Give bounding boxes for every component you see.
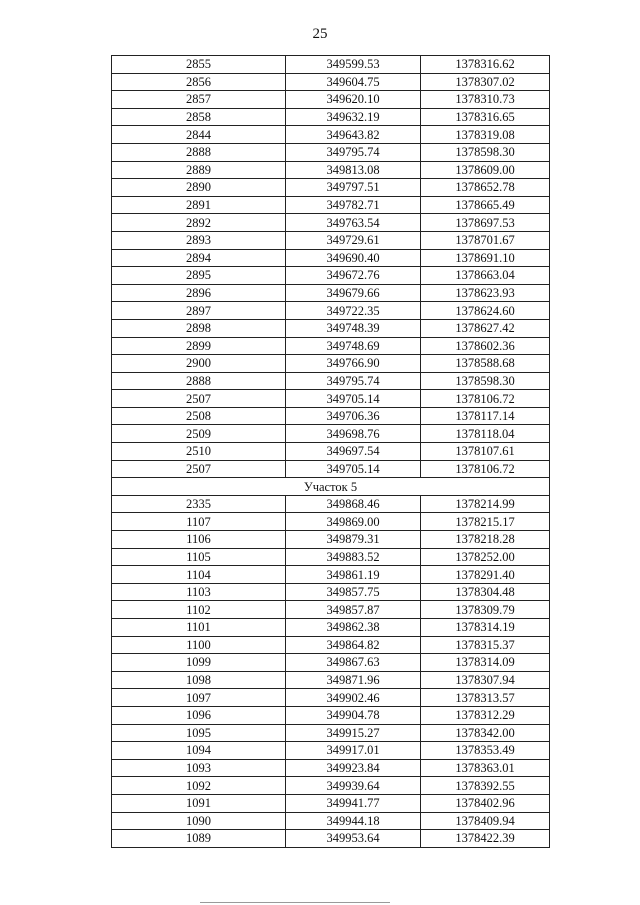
table-row <box>112 390 550 408</box>
x-coordinate-cell: 349705.14 <box>286 390 421 408</box>
y-coordinate-cell: 1378316.62 <box>421 56 550 74</box>
table-row <box>112 601 550 619</box>
y-coordinate-cell: 1378609.00 <box>421 161 550 179</box>
table-row <box>112 108 550 126</box>
x-coordinate-cell: 349868.46 <box>286 495 421 513</box>
table-row <box>112 73 550 91</box>
table-row <box>112 742 550 760</box>
x-coordinate-cell: 349871.96 <box>286 671 421 689</box>
point-number-cell: 1103 <box>112 583 286 601</box>
y-coordinate-cell: 1378313.57 <box>421 689 550 707</box>
point-number-cell: 1104 <box>112 566 286 584</box>
point-number-cell: 1090 <box>112 812 286 830</box>
y-coordinate-cell: 1378106.72 <box>421 390 550 408</box>
point-number-cell: 1101 <box>112 619 286 637</box>
x-coordinate-cell: 349857.75 <box>286 583 421 601</box>
table-row <box>112 654 550 672</box>
y-coordinate-cell: 1378304.48 <box>421 583 550 601</box>
x-coordinate-cell: 349915.27 <box>286 724 421 742</box>
x-coordinate-cell: 349864.82 <box>286 636 421 654</box>
point-number-cell: 2844 <box>112 126 286 144</box>
y-coordinate-cell: 1378363.01 <box>421 759 550 777</box>
y-coordinate-cell: 1378402.96 <box>421 794 550 812</box>
y-coordinate-cell: 1378353.49 <box>421 742 550 760</box>
x-coordinate-cell: 349748.69 <box>286 337 421 355</box>
point-number-cell: 2335 <box>112 495 286 513</box>
table-row <box>112 284 550 302</box>
y-coordinate-cell: 1378665.49 <box>421 196 550 214</box>
x-coordinate-cell: 349672.76 <box>286 267 421 285</box>
y-coordinate-cell: 1378118.04 <box>421 425 550 443</box>
y-coordinate-cell: 1378314.09 <box>421 654 550 672</box>
point-number-cell: 2856 <box>112 73 286 91</box>
table-row <box>112 566 550 584</box>
y-coordinate-cell: 1378652.78 <box>421 179 550 197</box>
x-coordinate-cell: 349879.31 <box>286 531 421 549</box>
point-number-cell: 2897 <box>112 302 286 320</box>
point-number-cell: 1107 <box>112 513 286 531</box>
x-coordinate-cell: 349722.35 <box>286 302 421 320</box>
y-coordinate-cell: 1378627.42 <box>421 319 550 337</box>
table-row <box>112 706 550 724</box>
point-number-cell: 1091 <box>112 794 286 812</box>
scan-mark <box>200 902 390 903</box>
x-coordinate-cell: 349941.77 <box>286 794 421 812</box>
y-coordinate-cell: 1378218.28 <box>421 531 550 549</box>
table-row <box>112 355 550 373</box>
table-row <box>112 91 550 109</box>
point-number-cell: 2896 <box>112 284 286 302</box>
x-coordinate-cell: 349766.90 <box>286 355 421 373</box>
y-coordinate-cell: 1378307.94 <box>421 671 550 689</box>
table-row <box>112 812 550 830</box>
y-coordinate-cell: 1378392.55 <box>421 777 550 795</box>
point-number-cell: 2509 <box>112 425 286 443</box>
x-coordinate-cell: 349904.78 <box>286 706 421 724</box>
y-coordinate-cell: 1378291.40 <box>421 566 550 584</box>
table-row <box>112 143 550 161</box>
table-row <box>112 830 550 848</box>
x-coordinate-cell: 349632.19 <box>286 108 421 126</box>
point-number-cell: 1100 <box>112 636 286 654</box>
point-number-cell: 2507 <box>112 460 286 478</box>
point-number-cell: 1095 <box>112 724 286 742</box>
y-coordinate-cell: 1378697.53 <box>421 214 550 232</box>
point-number-cell: 2890 <box>112 179 286 197</box>
table-row <box>112 267 550 285</box>
point-number-cell: 2858 <box>112 108 286 126</box>
y-coordinate-cell: 1378312.29 <box>421 706 550 724</box>
y-coordinate-cell: 1378314.19 <box>421 619 550 637</box>
table-row <box>112 619 550 637</box>
point-number-cell: 2894 <box>112 249 286 267</box>
point-number-cell: 2888 <box>112 143 286 161</box>
x-coordinate-cell: 349748.39 <box>286 319 421 337</box>
table-row <box>112 794 550 812</box>
table-row <box>112 302 550 320</box>
y-coordinate-cell: 1378663.04 <box>421 267 550 285</box>
table-row <box>112 214 550 232</box>
x-coordinate-cell: 349697.54 <box>286 443 421 461</box>
point-number-cell: 1099 <box>112 654 286 672</box>
y-coordinate-cell: 1378624.60 <box>421 302 550 320</box>
table-row <box>112 196 550 214</box>
x-coordinate-cell: 349679.66 <box>286 284 421 302</box>
y-coordinate-cell: 1378691.10 <box>421 249 550 267</box>
y-coordinate-cell: 1378310.73 <box>421 91 550 109</box>
point-number-cell: 1105 <box>112 548 286 566</box>
x-coordinate-cell: 349795.74 <box>286 143 421 161</box>
y-coordinate-cell: 1378316.65 <box>421 108 550 126</box>
y-coordinate-cell: 1378598.30 <box>421 372 550 390</box>
point-number-cell: 2895 <box>112 267 286 285</box>
point-number-cell: 2900 <box>112 355 286 373</box>
y-coordinate-cell: 1378107.61 <box>421 443 550 461</box>
x-coordinate-cell: 349620.10 <box>286 91 421 109</box>
y-coordinate-cell: 1378252.00 <box>421 548 550 566</box>
y-coordinate-cell: 1378588.68 <box>421 355 550 373</box>
y-coordinate-cell: 1378342.00 <box>421 724 550 742</box>
y-coordinate-cell: 1378602.36 <box>421 337 550 355</box>
x-coordinate-cell: 349861.19 <box>286 566 421 584</box>
point-number-cell: 2892 <box>112 214 286 232</box>
y-coordinate-cell: 1378409.94 <box>421 812 550 830</box>
table-row <box>112 531 550 549</box>
x-coordinate-cell: 349643.82 <box>286 126 421 144</box>
section-title: Участок 5 <box>112 478 550 496</box>
point-number-cell: 1097 <box>112 689 286 707</box>
point-number-cell: 2889 <box>112 161 286 179</box>
y-coordinate-cell: 1378307.02 <box>421 73 550 91</box>
table-row <box>112 495 550 513</box>
table-row <box>112 407 550 425</box>
x-coordinate-cell: 349795.74 <box>286 372 421 390</box>
coordinates-table-body <box>112 56 550 848</box>
table-row <box>112 161 550 179</box>
x-coordinate-cell: 349857.87 <box>286 601 421 619</box>
y-coordinate-cell: 1378117.14 <box>421 407 550 425</box>
y-coordinate-cell: 1378214.99 <box>421 495 550 513</box>
x-coordinate-cell: 349902.46 <box>286 689 421 707</box>
point-number-cell: 2510 <box>112 443 286 461</box>
x-coordinate-cell: 349604.75 <box>286 73 421 91</box>
y-coordinate-cell: 1378319.08 <box>421 126 550 144</box>
table-row <box>112 337 550 355</box>
table-row <box>112 583 550 601</box>
x-coordinate-cell: 349939.64 <box>286 777 421 795</box>
y-coordinate-cell: 1378315.37 <box>421 636 550 654</box>
table-row <box>112 689 550 707</box>
y-coordinate-cell: 1378215.17 <box>421 513 550 531</box>
point-number-cell: 1092 <box>112 777 286 795</box>
x-coordinate-cell: 349782.71 <box>286 196 421 214</box>
x-coordinate-cell: 349883.52 <box>286 548 421 566</box>
table-row <box>112 548 550 566</box>
point-number-cell: 2899 <box>112 337 286 355</box>
x-coordinate-cell: 349729.61 <box>286 231 421 249</box>
x-coordinate-cell: 349797.51 <box>286 179 421 197</box>
x-coordinate-cell: 349862.38 <box>286 619 421 637</box>
x-coordinate-cell: 349867.63 <box>286 654 421 672</box>
point-number-cell: 1089 <box>112 830 286 848</box>
point-number-cell: 2898 <box>112 319 286 337</box>
x-coordinate-cell: 349705.14 <box>286 460 421 478</box>
y-coordinate-cell: 1378598.30 <box>421 143 550 161</box>
y-coordinate-cell: 1378106.72 <box>421 460 550 478</box>
x-coordinate-cell: 349599.53 <box>286 56 421 74</box>
x-coordinate-cell: 349923.84 <box>286 759 421 777</box>
table-row <box>112 724 550 742</box>
x-coordinate-cell: 349763.54 <box>286 214 421 232</box>
coordinates-table <box>111 55 550 848</box>
table-row <box>112 179 550 197</box>
table-row <box>112 671 550 689</box>
point-number-cell: 2855 <box>112 56 286 74</box>
table-row <box>112 513 550 531</box>
point-number-cell: 2888 <box>112 372 286 390</box>
point-number-cell: 1093 <box>112 759 286 777</box>
point-number-cell: 1098 <box>112 671 286 689</box>
x-coordinate-cell: 349813.08 <box>286 161 421 179</box>
point-number-cell: 1102 <box>112 601 286 619</box>
table-row <box>112 372 550 390</box>
x-coordinate-cell: 349917.01 <box>286 742 421 760</box>
x-coordinate-cell: 349953.64 <box>286 830 421 848</box>
point-number-cell: 2508 <box>112 407 286 425</box>
y-coordinate-cell: 1378422.39 <box>421 830 550 848</box>
table-row <box>112 443 550 461</box>
point-number-cell: 2857 <box>112 91 286 109</box>
y-coordinate-cell: 1378623.93 <box>421 284 550 302</box>
x-coordinate-cell: 349944.18 <box>286 812 421 830</box>
table-row <box>112 126 550 144</box>
table-row <box>112 231 550 249</box>
point-number-cell: 1106 <box>112 531 286 549</box>
table-row <box>112 777 550 795</box>
table-row <box>112 319 550 337</box>
table-row <box>112 425 550 443</box>
point-number-cell: 2507 <box>112 390 286 408</box>
x-coordinate-cell: 349706.36 <box>286 407 421 425</box>
table-row <box>112 56 550 74</box>
y-coordinate-cell: 1378309.79 <box>421 601 550 619</box>
table-row <box>112 460 550 478</box>
section-row <box>112 478 550 496</box>
point-number-cell: 2891 <box>112 196 286 214</box>
x-coordinate-cell: 349698.76 <box>286 425 421 443</box>
point-number-cell: 2893 <box>112 231 286 249</box>
page-number: 25 <box>312 26 328 42</box>
table-row <box>112 249 550 267</box>
point-number-cell: 1096 <box>112 706 286 724</box>
point-number-cell: 1094 <box>112 742 286 760</box>
y-coordinate-cell: 1378701.67 <box>421 231 550 249</box>
table-row <box>112 636 550 654</box>
x-coordinate-cell: 349869.00 <box>286 513 421 531</box>
x-coordinate-cell: 349690.40 <box>286 249 421 267</box>
table-row <box>112 759 550 777</box>
